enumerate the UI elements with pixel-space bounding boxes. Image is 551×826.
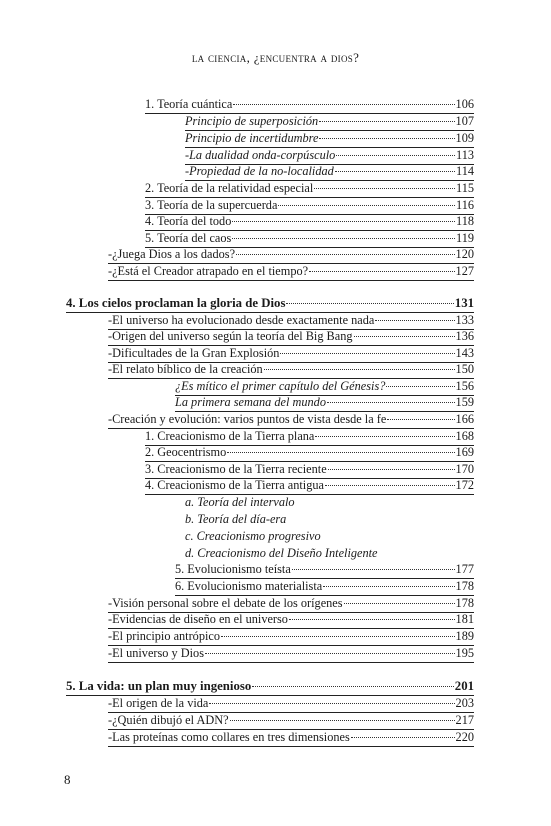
- toc-entry: [185, 545, 378, 562]
- toc-entry-label: 6. Evolucionismo materialista: [175, 579, 323, 593]
- toc-entry-page: 169: [455, 445, 474, 459]
- toc-entry-label: -Propiedad de la no-localidad: [185, 164, 334, 178]
- toc-entry-label: 5. Evolucionismo teísta: [175, 562, 291, 576]
- dot-leader: [205, 653, 455, 654]
- dot-leader: [264, 369, 455, 370]
- toc-entry-label: La primera semana del mundo: [175, 395, 326, 409]
- dot-leader: [386, 386, 454, 387]
- dot-leader: [221, 636, 455, 637]
- toc-entry-page: 178: [455, 579, 474, 593]
- dot-leader: [375, 320, 454, 321]
- toc-entry-page: 107: [455, 114, 474, 128]
- toc-entry: [145, 96, 474, 114]
- dot-leader: [351, 737, 455, 738]
- toc-entry-page: 220: [455, 730, 474, 744]
- toc-entry: [145, 213, 474, 231]
- toc-entry-page: 172: [455, 478, 474, 492]
- toc-entry: [185, 511, 286, 528]
- toc-entry: [108, 628, 474, 646]
- toc-entry: [108, 328, 474, 346]
- toc-entry-label: -Dificultades de la Gran Explosión: [108, 346, 280, 360]
- dot-leader: [232, 221, 455, 222]
- dot-leader: [309, 271, 454, 272]
- toc-entry-page: 156: [455, 379, 474, 393]
- toc-entry: [108, 695, 474, 713]
- toc-entry-page: 181: [455, 612, 474, 626]
- toc-entry-label: 5. Teoría del caos: [145, 231, 232, 245]
- toc-entry: [185, 130, 474, 148]
- dot-leader: [314, 188, 455, 189]
- toc-entry-page: 113: [456, 148, 474, 162]
- dot-leader: [387, 419, 454, 420]
- dot-leader: [230, 720, 455, 721]
- dot-leader: [328, 469, 455, 470]
- toc-entry-label: -¿Juega Dios a los dados?: [108, 247, 236, 261]
- dot-leader: [344, 603, 455, 604]
- toc-entry-label: 2. Geocentrismo: [145, 445, 227, 459]
- dot-leader: [209, 703, 454, 704]
- toc-entry-page: 201: [454, 679, 474, 693]
- toc-entry-label: -El origen de la vida: [108, 696, 209, 710]
- dot-leader: [227, 452, 454, 453]
- toc-entry-page: 159: [455, 395, 474, 409]
- toc-entry-label: -El universo ha evolucionado desde exactamente nada: [108, 313, 375, 327]
- dot-leader: [336, 155, 455, 156]
- toc-entry-label: 2. Teoría de la relatividad especial: [145, 181, 314, 195]
- toc-entry-label: d. Creacionismo del Diseño Inteligente: [185, 546, 378, 560]
- dot-leader: [292, 569, 455, 570]
- toc-entry-label: -Visión personal sobre el debate de los orígenes: [108, 596, 343, 610]
- toc-entry-label: -El universo y Dios: [108, 646, 204, 660]
- toc-entry: [175, 561, 474, 579]
- toc-entry-label: Principio de incertidumbre: [185, 131, 319, 145]
- toc-entry-page: 106: [455, 97, 474, 111]
- dot-leader: [354, 336, 455, 337]
- toc-entry: [185, 163, 474, 181]
- dot-leader: [233, 104, 454, 105]
- toc-entry: [108, 729, 474, 747]
- toc-entry-label: -La dualidad onda-corpúsculo: [185, 148, 336, 162]
- dot-leader: [280, 353, 454, 354]
- toc-entry-page: 170: [455, 462, 474, 476]
- dot-leader: [252, 686, 454, 687]
- toc-entry: [108, 246, 474, 264]
- running-head: la ciencia, ¿encuentra a dios?: [191, 50, 360, 65]
- toc-entry: [108, 263, 474, 281]
- toc-entry-label: -Creación y evolución: varios puntos de vista desde la fe: [108, 412, 387, 426]
- toc-entry: [145, 444, 474, 462]
- toc-entry-label: 3. Teoría de la supercuerda: [145, 198, 278, 212]
- toc-entry-page: 109: [455, 131, 474, 145]
- toc-entry-label: -Las proteínas como collares en tres dimensiones: [108, 730, 350, 744]
- toc-entry-label: -Evidencias de diseño en el universo: [108, 612, 288, 626]
- dot-leader: [315, 436, 454, 437]
- toc-entry-label: 5. La vida: un plan muy ingenioso: [66, 679, 252, 693]
- toc-entry-label: -Origen del universo según la teoría del Big Bang: [108, 329, 353, 343]
- toc-entry-page: 177: [455, 562, 474, 576]
- toc-entry: [145, 180, 474, 198]
- toc-entry-page: 118: [456, 214, 474, 228]
- toc-entry: [108, 645, 474, 663]
- dot-leader: [289, 619, 455, 620]
- toc-entry: [185, 113, 474, 131]
- toc-entry-page: 133: [455, 313, 474, 327]
- toc-entry-page: 195: [455, 646, 474, 660]
- toc-entry-page: 178: [455, 596, 474, 610]
- dot-leader: [236, 254, 455, 255]
- toc-entry: [175, 394, 474, 412]
- dot-leader: [325, 485, 455, 486]
- toc-entry-page: 203: [455, 696, 474, 710]
- toc-entry-label: -El relato bíblico de la creación: [108, 362, 263, 376]
- toc-entry-label: -¿Quién dibujó el ADN?: [108, 713, 229, 727]
- toc-entry: [108, 712, 474, 730]
- dot-leader: [232, 238, 455, 239]
- toc-entry-page: 131: [454, 296, 474, 310]
- toc-entry-label: ¿Es mítico el primer capítulo del Génesis?: [175, 379, 386, 393]
- dot-leader: [323, 586, 454, 587]
- toc-entry-label: c. Creacionismo progresivo: [185, 529, 321, 543]
- toc-entry-label: 4. Teoría del todo: [145, 214, 232, 228]
- toc-entry-page: 127: [455, 264, 474, 278]
- page-number: 8: [64, 772, 71, 787]
- toc-entry-label: 3. Creacionismo de la Tierra reciente: [145, 462, 327, 476]
- toc-entry-page: 217: [455, 713, 474, 727]
- dot-leader: [327, 402, 455, 403]
- toc-entry-label: Principio de superposición: [185, 114, 319, 128]
- toc-entry-page: 116: [456, 198, 474, 212]
- toc-entry-page: 119: [456, 231, 474, 245]
- toc-entry-label: 4. Los cielos proclaman la gloria de Dios: [66, 296, 286, 310]
- toc-entry-page: 166: [455, 412, 474, 426]
- dot-leader: [278, 205, 455, 206]
- toc-entry-page: 150: [455, 362, 474, 376]
- toc-chapter-entry: [66, 295, 474, 313]
- toc-entry: [108, 411, 474, 429]
- toc-entry-label: -El principio antrópico: [108, 629, 221, 643]
- toc-entry-label: a. Teoría del intervalo: [185, 495, 295, 509]
- dot-leader: [319, 121, 454, 122]
- toc-entry-label: 1. Teoría cuántica: [145, 97, 233, 111]
- toc-entry-page: 115: [456, 181, 474, 195]
- toc-entry-label: b. Teoría del día-era: [185, 512, 287, 526]
- toc-entry: [185, 528, 321, 545]
- toc-entry-label: 4. Creacionismo de la Tierra antigua: [145, 478, 324, 492]
- toc-entry-page: 114: [456, 164, 474, 178]
- dot-leader: [319, 138, 454, 139]
- dot-leader: [286, 303, 453, 304]
- toc-entry-page: 136: [455, 329, 474, 343]
- toc-entry: [145, 477, 474, 495]
- toc-entry: [108, 611, 474, 629]
- toc-entry-page: 120: [455, 247, 474, 261]
- toc-entry: [185, 494, 295, 511]
- toc-entry: [108, 361, 474, 379]
- toc-entry-page: 143: [455, 346, 474, 360]
- toc-entry-page: 168: [455, 429, 474, 443]
- toc-entry-page: 189: [455, 629, 474, 643]
- dot-leader: [335, 171, 455, 172]
- toc-entry-label: 1. Creacionismo de la Tierra plana: [145, 429, 315, 443]
- toc-entry: [175, 578, 474, 596]
- toc-entry-label: -¿Está el Creador atrapado en el tiempo?: [108, 264, 309, 278]
- toc-chapter-entry: [66, 678, 474, 696]
